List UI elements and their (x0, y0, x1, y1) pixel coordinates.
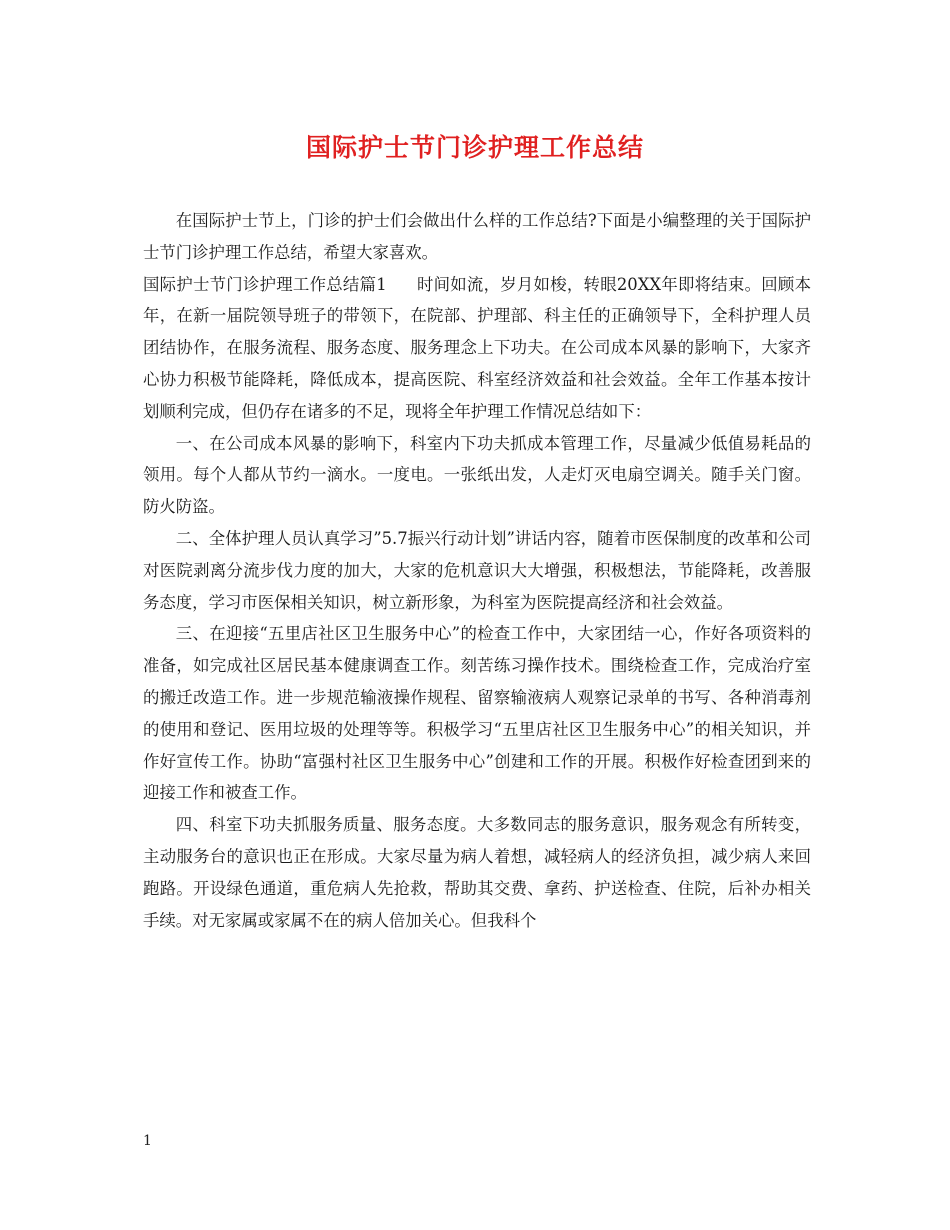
body-paragraph-2: 二、全体护理人员认真学习”5.7振兴行动计划”讲话内容，随着市医保制度的改革和公司对医院剥离分流步伐力度的加大，大家的危机意识大大增强，积极想法，节能降耗，改善服务态度，学习市医保相关知识，树立新形象，为科室为医院提高经济和社会效益。 (143, 528, 811, 612)
document-body (143, 205, 811, 936)
body-paragraph-1: 一、在公司成本风暴的影响下，科室内下功夫抓成本管理工作，尽量减少低值易耗品的领用。每个人都从节约一滴水。一度电。一张纸出发，人走灯灭电扇空调关。随手关门窗。防火防盗。 (143, 433, 811, 517)
body-paragraph-4: 四、科室下功夫抓服务质量、服务态度。大多数同志的服务意识，服务观念有所转变，主动服务台的意识也正在形成。大家尽量为病人着想，减轻病人的经济负担，减少病人来回跑路。开设绿色通道，重危病人先抢救，帮助其交费、拿药、护送检查、住院，后补办相关手续。对无家属或家属不在的病人倍加关心。但我科个 (143, 815, 811, 930)
body-paragraph-3: 三、在迎接“五里店社区卫生服务中心”的检查工作中，大家团结一心，作好各项资料的准备，如完成社区居民基本健康调查工作。刻苦练习操作技术。围绕检查工作，完成治疗室的搬迁改造工作。进一步规范输液操作规程、留察输液病人观察记录单的书写、各种消毒剂的使用和登记、医用垃圾的处理等等。积极学习“五里店社区卫生服务中心”的相关知识，并作好宣传工作。协助“富强村社区卫生服务中心”创建和工作的开展。积极作好检查团到来的迎接工作和被查工作。 (143, 624, 811, 803)
section-lead-text: 时间如流，岁月如梭，转眼20XX年即将结束。回顾本年，在新一届院领导班子的带领下，在院部、护理部、科主任的正确领导下，全科护理人员团结协作，在服务流程、服务态度、服务理念上下功夫。在公司成本风暴的影响下，大家齐心协力积极节能降耗，降低成本，提高医院、科室经济效益和社会效益。全年工作基本按计划顺利完成，但仍存在诸多的不足，现将全年护理工作情况总结如下： (143, 274, 811, 421)
page-number: 1 (143, 1133, 152, 1149)
intro-paragraph: 在国际护士节上，门诊的护士们会做出什么样的工作总结?下面是小编整理的关于国际护士节门诊护理工作总结，希望大家喜欢。 (143, 211, 811, 262)
document-title: 国际护士节门诊护理工作总结 (305, 133, 644, 162)
section-heading: 国际护士节门诊护理工作总结篇1 (143, 274, 387, 294)
section-paragraph (143, 269, 811, 428)
